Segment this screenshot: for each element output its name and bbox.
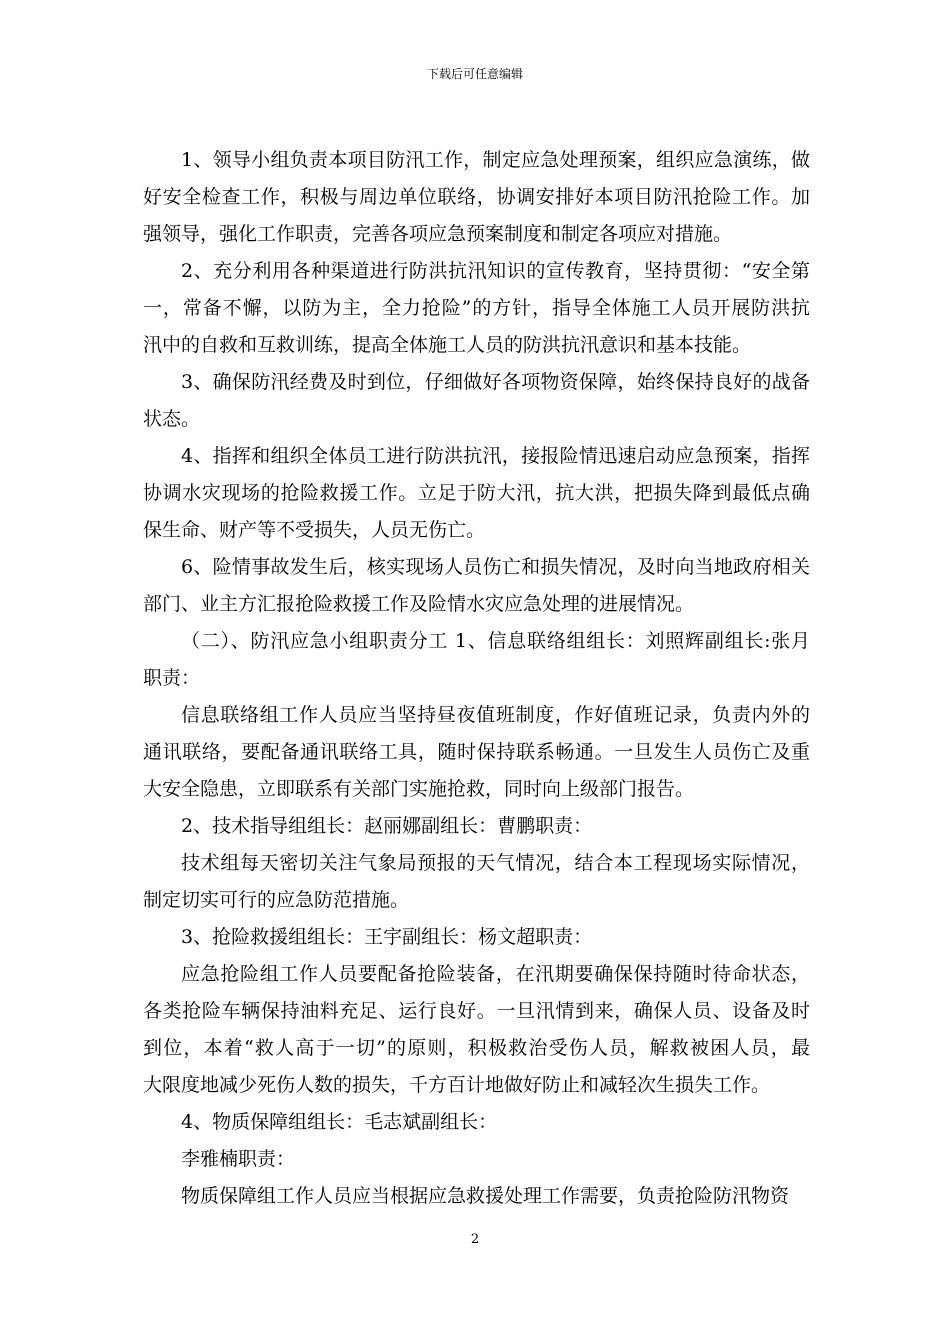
page-header: 下载后可任意编辑 (426, 67, 523, 81)
text-line: 汛中的自救和互救训练，提高全体施工人员的防洪抗汛意识和基本技能。 (143, 334, 752, 356)
paragraph (143, 697, 810, 808)
paragraph (143, 1104, 810, 1141)
paragraph (143, 142, 810, 253)
paragraph (143, 549, 810, 623)
text-line: 4、物质保障组组长：毛志斌副组长： (181, 1111, 498, 1133)
text-line: 大安全隐患，立即联系有关部门实施抢救，同时向上级部门报告。 (143, 778, 695, 800)
paragraph (143, 956, 810, 1104)
paragraph (143, 845, 810, 919)
text-line: 物质保障组工作人员应当根据应急救援处理工作需要，负责抢险防汛物资 (181, 1185, 790, 1207)
text-line: 6、险情事故发生后，核实现场人员伤亡和损失情况，及时向当地政府相关 (181, 556, 810, 578)
paragraph (143, 438, 810, 549)
paragraph (143, 253, 810, 364)
text-line: 1、领导小组负责本项目防汛工作，制定应急处理预案，组织应急演练，做 (181, 149, 810, 171)
text-line: 2、充分利用各种渠道进行防洪抗汛知识的宣传教育，坚持贯彻：“安全第 (181, 260, 810, 282)
text-line: 部门、业主方汇报抢险救援工作及险情水灾应急处理的进展情况。 (143, 593, 695, 615)
paragraph (143, 364, 810, 438)
paragraph (143, 1178, 810, 1215)
text-line: 好安全检查工作，积极与周边单位联络，协调安排好本项目防汛抢险工作。加 (143, 186, 810, 208)
text-line: 4、指挥和组织全体员工进行防洪抗汛，接报险情迅速启动应急预案，指挥 (181, 445, 810, 467)
text-line: 协调水灾现场的抢险救援工作。立足于防大汛，抗大洪，把损失降到最低点确 (143, 482, 810, 504)
text-line: 强领导，强化工作职责，完善各项应急预案制度和制定各项应对措施。 (143, 223, 733, 245)
text-line: 技术组每天密切关注气象局预报的天气情况，结合本工程现场实际情况， (181, 852, 810, 874)
paragraph (143, 919, 810, 956)
text-line: 信息联络组工作人员应当坚持昼夜值班制度，作好值班记录，负责内外的 (181, 704, 810, 726)
text-line: 保生命、财产等不受损失，人员无伤亡。 (143, 519, 486, 541)
document-body (143, 142, 810, 1215)
text-line: 状态。 (143, 408, 201, 430)
text-line: 李雅楠职责： (181, 1148, 296, 1170)
text-line: 3、抢险救援组组长：王宇副组长：杨文超职责： (181, 926, 593, 948)
text-line: （二）、防汛应急小组职责分工 1、信息联络组组长：刘照辉副组长:张月 (181, 630, 810, 652)
text-line: 各类抢险车辆保持油料充足、运行良好。一旦汛情到来，确保人员、设备及时 (143, 1000, 810, 1022)
text-line: 到位，本着“救人高于一切”的原则，积极救治受伤人员，解救被困人员，最 (143, 1037, 810, 1059)
paragraph (143, 623, 810, 697)
text-line: 通讯联络，要配备通讯联络工具，随时保持联系畅通。一旦发生人员伤亡及重 (143, 741, 810, 763)
paragraph (143, 808, 810, 845)
paragraph (143, 1141, 810, 1178)
page-number: 2 (470, 1232, 480, 1247)
text-line: 应急抢险组工作人员要配备抢险装备，在汛期要确保保持随时待命状态， (181, 963, 810, 985)
text-line: 职责： (143, 667, 201, 689)
text-line: 一，常备不懈，以防为主，全力抢险”的方针，指导全体施工人员开展防洪抗 (143, 297, 810, 319)
text-line: 大限度地减少死伤人数的损失，千方百计地做好防止和减轻次生损失工作。 (143, 1074, 771, 1096)
text-line: 3、确保防汛经费及时到位，仔细做好各项物资保障，始终保持良好的战备 (181, 371, 810, 393)
text-line: 2、技术指导组组长：赵丽娜副组长：曹鹏职责： (181, 815, 593, 837)
text-line: 制定切实可行的应急防范措施。 (143, 889, 410, 911)
